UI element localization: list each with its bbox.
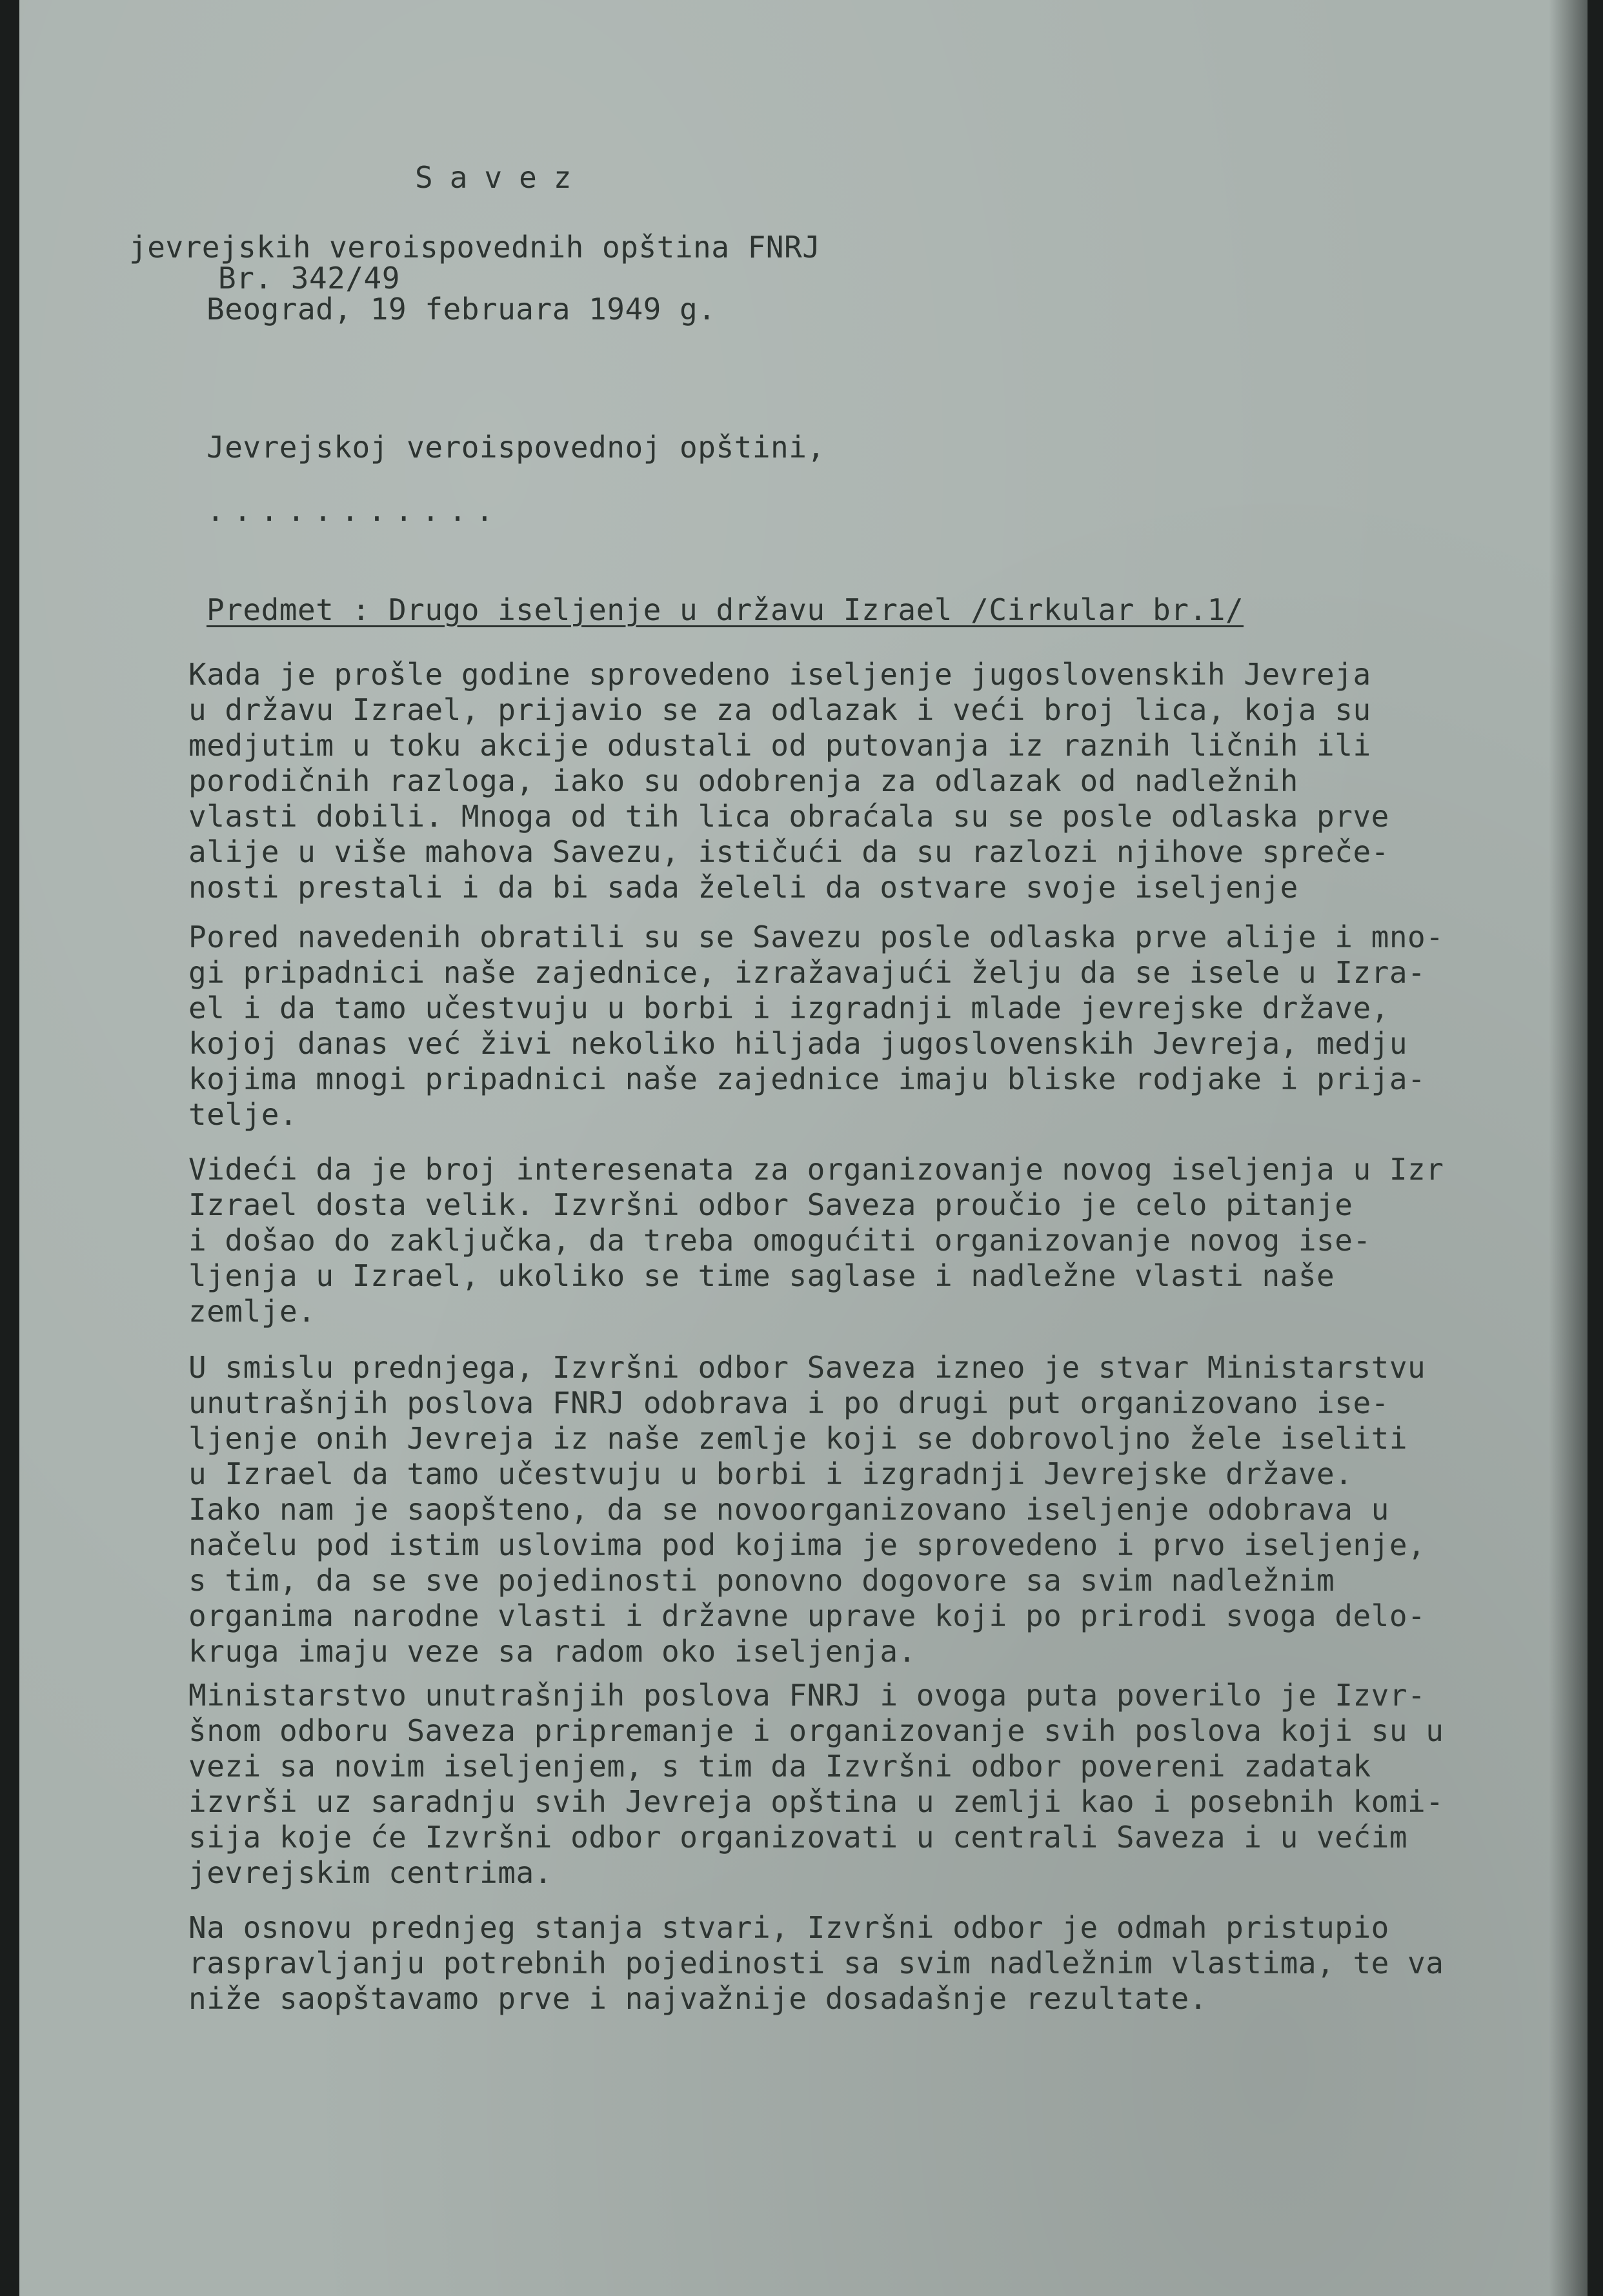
text-line: kojima mnogi pripadnici naše zajednice imaju bliske rodjake i prija- (188, 1062, 1426, 1096)
text-line: organima narodne vlasti i državne uprave koji po prirodi svoga delo- (188, 1598, 1426, 1633)
text-line: šnom odboru Saveza pripremanje i organizovanje svih poslova koji su u (188, 1713, 1444, 1748)
text-line: Iako nam je saopšteno, da se novoorganizovano iseljenje odobrava u (188, 1492, 1389, 1527)
place-and-date: Beograd, 19 februara 1949 g. (207, 292, 716, 327)
text-line: sija koje će Izvršni odbor organizovati u centrali Saveza i u većim (188, 1820, 1408, 1855)
text-line: alije u više mahova Savezu, ističući da su razlozi njihove sprečе- (188, 834, 1389, 869)
text-line: raspravljanju potrebnih pojedinosti sa svim nadležnim vlastima, te va (188, 1946, 1444, 1980)
text-line: niže saopštavamo prve i najvažnije dosadašnje rezultate. (188, 1981, 1207, 2016)
addressee: Jevrejskoj veroispovednoj opštini, (207, 430, 825, 465)
addressee-blank-line: ........... (207, 493, 503, 528)
text-line: Ministarstvo unutrašnjih poslova FNRJ i ovoga puta poverilo je Izvr- (188, 1678, 1426, 1713)
paragraph-5 (188, 1678, 1569, 1891)
text-line: ljenja u Izrael, ukoliko se time saglase i nadležne vlasti naše (188, 1258, 1335, 1293)
text-line: jevrejskim centrima. (188, 1855, 552, 1890)
org-subtitle: jevrejskih veroispovednih opština FNRJ (129, 230, 821, 265)
text-line: u državu Izrael, prijavio se za odlazak i veći broj lica, koja su (188, 692, 1371, 727)
text-line: kojoj danas već živi nekoliko hiljada jugoslovenskih Jevreja, medju (188, 1026, 1408, 1061)
text-line: kruga imaju veze sa radom oko iseljenja. (188, 1634, 916, 1669)
reference-number: Br. 342/49 (218, 261, 400, 296)
text-line: ljenje onih Jevreja iz naše zemlje koji se dobrovoljno žele iseliti (188, 1421, 1408, 1456)
paragraph-2 (188, 920, 1569, 1133)
text-line: Pored navedenih obratili su se Savezu posle odlaska prve alije i mno- (188, 920, 1444, 954)
text-line: el i da tamo učestvuju u borbi i izgradnji mlade jevrejske države, (188, 991, 1389, 1025)
text-line: načelu pod istim uslovima pod kojima je sprovedeno i prvo iseljenje, (188, 1527, 1426, 1562)
text-line: vlasti dobili. Mnoga od tih lica obraćala su se posle odlaska prve (188, 799, 1389, 834)
paragraph-4 (188, 1350, 1569, 1669)
paragraph-3 (188, 1152, 1569, 1329)
text-line: vezi sa novim iseljenjem, s tim da Izvršni odbor povereni zadatak (188, 1749, 1371, 1784)
text-line: Videći da je broj interesenata za organizovanje novog iseljenja u Izr (188, 1152, 1444, 1187)
text-line: u Izrael da tamo učestvuju u borbi i izgradnji Jevrejske države. (188, 1456, 1353, 1491)
text-line: gi pripadnici naše zajednice, izražavajući želju da se isele u Izra- (188, 955, 1426, 990)
text-line: i došao do zaključka, da treba omogućiti organizovanje novog ise- (188, 1223, 1371, 1258)
text-line: unutrašnjih poslova FNRJ odobrava i po drugi put organizovano ise- (188, 1385, 1389, 1420)
text-line: zemlje. (188, 1294, 316, 1329)
text-line: nosti prestali i da bi sada želeli da ostvare svoje iseljenje (188, 870, 1298, 905)
text-line: Izrael dosta velik. Izvršni odbor Saveza proučio je celo pitanje (188, 1187, 1353, 1222)
text-line: Na osnovu prednjeg stanja stvari, Izvršni odbor je odmah pristupio (188, 1910, 1389, 1945)
text-line: medjutim u toku akcije odustali od putovanja iz raznih ličnih ili (188, 728, 1371, 763)
paragraph-6 (188, 1910, 1569, 2017)
text-line: U smislu prednjega, Izvršni odbor Saveza izneo je stvar Ministarstvu (188, 1350, 1426, 1385)
text-line: telje. (188, 1097, 298, 1132)
paragraph-1 (188, 657, 1569, 905)
subject-line: Predmet : Drugo iseljenje u državu Izrael /Cirkular br.1/ (207, 592, 1244, 627)
text-line: s tim, da se sve pojedinosti ponovno dogovore sa svim nadležnim (188, 1563, 1335, 1598)
text-line: Kada je prošle godine sprovedeno iseljenje jugoslovenskih Jevreja (188, 657, 1371, 692)
text-line: izvrši uz saradnju svih Jevreja opština u zemlji kao i posebnih komi- (188, 1784, 1444, 1819)
text-line: porodičnih razloga, iako su odobrenja za odlazak od nadležnih (188, 763, 1298, 798)
org-title: Savez (415, 160, 589, 195)
